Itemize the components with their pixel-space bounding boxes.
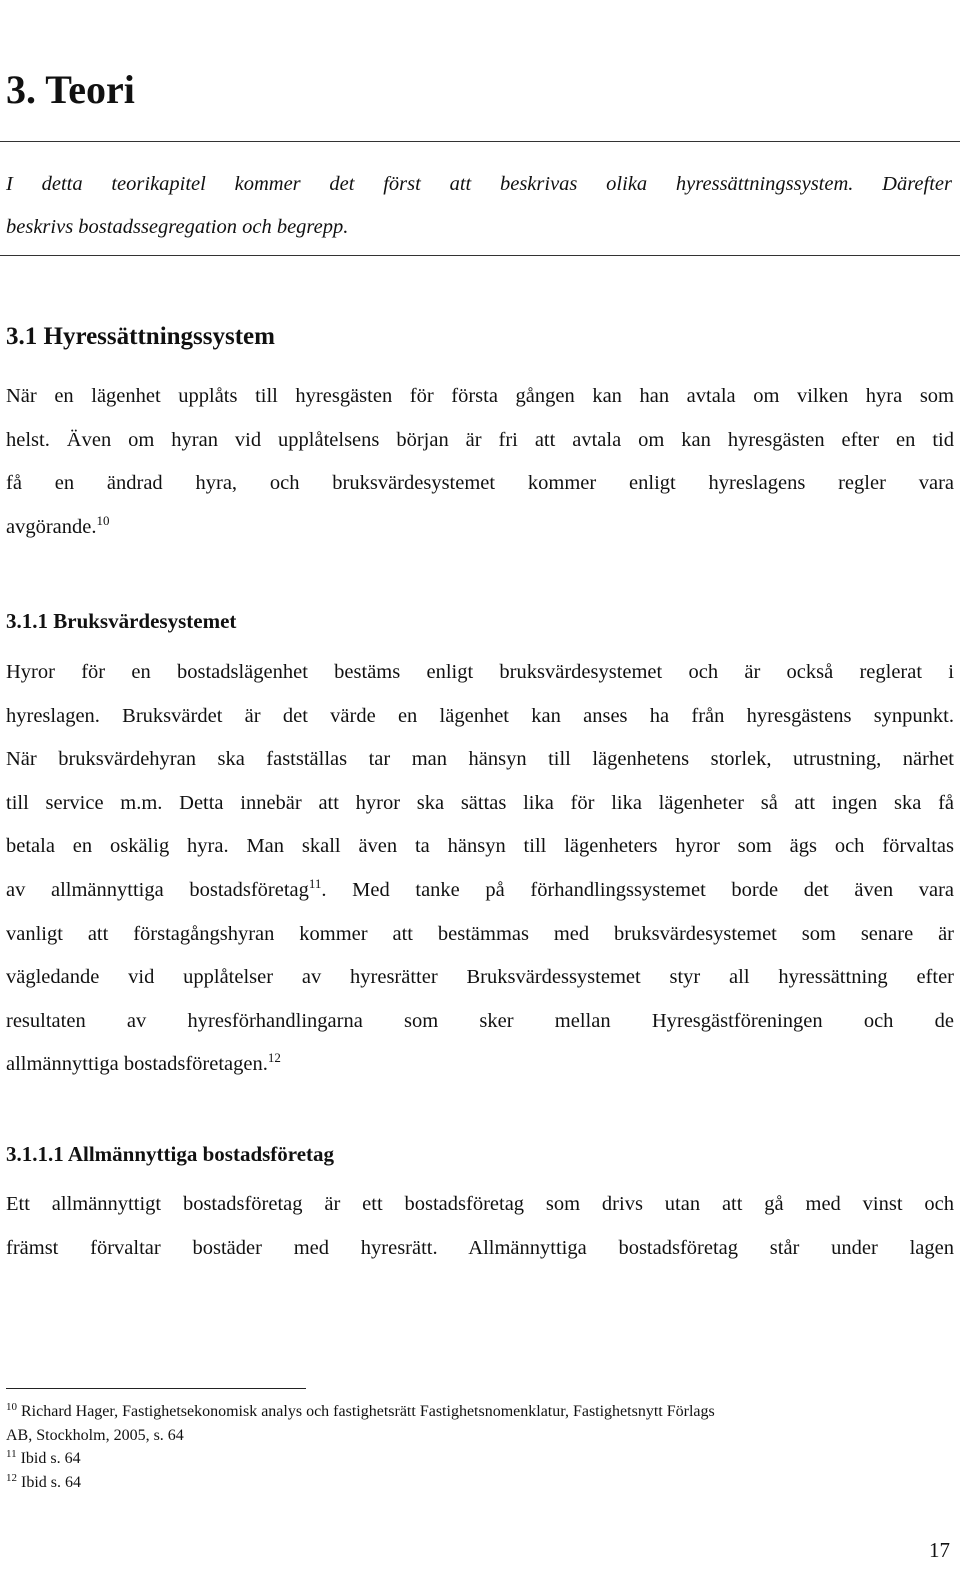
section-heading-3-1-1-1: 3.1.1.1 Allmännyttiga bostadsföretag [6, 1142, 335, 1166]
section-3-1-1-1-paragraph [6, 1183, 954, 1270]
footnotes [6, 1400, 954, 1494]
paragraph-line: resultaten av hyresförhandlingarna som sker mellan Hyresgästföreningen och de [6, 1009, 954, 1032]
section-heading-3-1-1: 3.1.1 Bruksvärdesystemet [6, 609, 237, 633]
footnote-text: Richard Hager, Fastighetsekonomisk analys och fastighetsrätt Fastighetsnomenklatur, Fastighetsnytt Förlags [21, 1403, 715, 1420]
footnote-10 [6, 1400, 954, 1424]
footnote-separator [6, 1388, 306, 1389]
section-3-1-1-paragraph [6, 651, 954, 1087]
paragraph-line: till service m.m. Detta innebär att hyror ska sättas lika för lika lägenheter så att ingen ska få [6, 791, 954, 814]
intro-line-2: beskrivs bostadssegregation och begrepp. [6, 216, 349, 238]
paragraph-line: främst förvaltar bostäder med hyresrätt. Allmännyttiga bostadsföretag står under lagen [6, 1236, 954, 1259]
footnote-12 [6, 1471, 954, 1495]
footnote-text: Ibid s. 64 [20, 1450, 81, 1467]
footnote-number: 11 [6, 1448, 17, 1460]
intro-bottom-rule [0, 255, 960, 256]
section-3-1-paragraph [6, 375, 954, 549]
paragraph-line: Hyror för en bostadslägenhet bestäms enligt bruksvärdesystemet och är också reglerat i [6, 661, 954, 683]
intro-line-1: I detta teorikapitel kommer det först att beskrivas olika hyressättningssystem. Därefter [6, 173, 952, 195]
paragraph-line [6, 1043, 954, 1087]
paragraph-line: När bruksvärdehyran ska fastställas tar man hänsyn till lägenhetens storlek, utrustning, närhet [6, 748, 954, 771]
footnote-ref-11[interactable]: 11 [308, 875, 322, 891]
footnote-ref-12[interactable]: 12 [267, 1050, 281, 1066]
paragraph-line: vägledande vid upplåtelser av hyresrätter Bruksvärdessystemet styr all hyressättning efter [6, 966, 954, 989]
paragraph-line [6, 869, 954, 913]
paragraph-line: betala en oskälig hyra. Man skall även ta hänsyn till lägenheters hyror som ägs och förvaltas [6, 835, 954, 858]
footnote-text: Ibid s. 64 [21, 1473, 81, 1491]
paragraph-text: avgörande. [6, 515, 97, 538]
section-heading-3-1: 3.1 Hyressättningssystem [6, 323, 275, 350]
paragraph-text: allmännyttiga bostadsföretagen. [6, 1053, 268, 1076]
chapter-intro [6, 163, 952, 249]
footnote-11 [6, 1447, 954, 1471]
paragraph-line: få en ändrad hyra, och bruksvärdesystemet kommer enligt hyreslagens regler vara [6, 472, 954, 495]
chapter-title: 3. Teori [6, 67, 135, 112]
footnote-number: 12 [6, 1471, 17, 1484]
footnote-number: 10 [6, 1401, 17, 1413]
paragraph-line [6, 506, 954, 550]
paragraph-text: av allmännyttiga bostadsföretag [6, 878, 309, 901]
paragraph-text: . Med tanke på förhandlingssystemet borde det även vara [321, 878, 954, 901]
footnote-ref-10[interactable]: 10 [96, 512, 110, 528]
page-number: 17 [929, 1538, 950, 1562]
paragraph-line: När en lägenhet upplåts till hyresgästen för första gången kan han avtala om vilken hyra som [6, 385, 954, 407]
paragraph-line: Ett allmännyttigt bostadsföretag är ett bostadsföretag som drivs utan att gå med vinst och [6, 1193, 954, 1215]
paragraph-line: hyreslagen. Bruksvärdet är det värde en lägenhet kan anses ha från hyresgästens synpunkt. [6, 704, 954, 727]
paragraph-line: helst. Även om hyran vid upplåtelsens början är fri att avtala om kan hyresgästen efter en tid [6, 428, 954, 451]
paragraph-line: vanligt att förstagångshyran kommer att bestämmas med bruksvärdesystemet som senare är [6, 922, 954, 945]
footnote-10-continued: AB, Stockholm, 2005, s. 64 [6, 1426, 184, 1444]
intro-top-rule [0, 141, 960, 142]
